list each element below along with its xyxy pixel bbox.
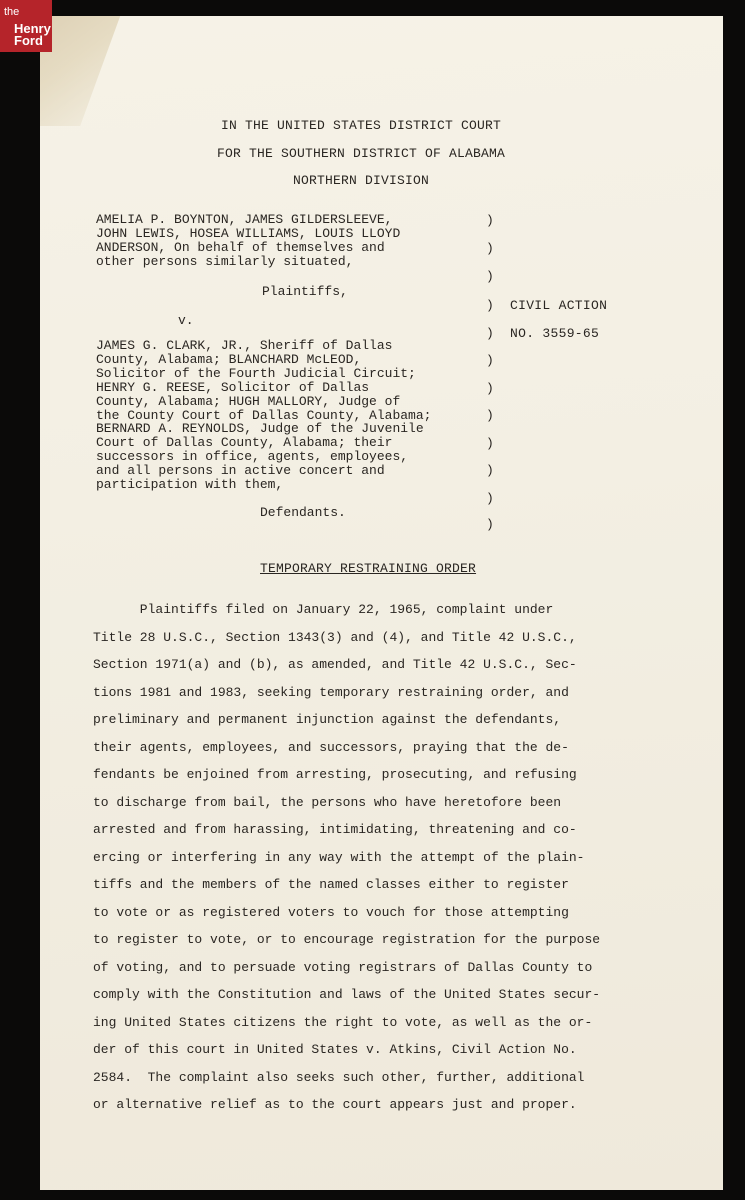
order-body-line: ercing or interfering in any way with the attempt of the plain- [93,849,585,865]
order-body-line: tiffs and the members of the named classes either to register [93,877,569,892]
order-body-line: 2584. The complaint also seeks such other, further, additional [93,1069,585,1085]
order-body-line: Plaintiffs filed on January 22, 1965, complaint under [93,602,554,617]
civil-action-number: NO. 3559-65 [510,326,600,341]
order-body-line: Section 1971(a) and (b), as amended, and Title 42 U.S.C., Sec- [93,657,577,672]
logo-ford: Ford [14,33,43,48]
logo-the: the [4,6,20,18]
caption-paren: ) [486,269,494,284]
versus-label: v. [178,313,194,328]
caption-paren: ) [486,298,494,313]
plaintiffs-names: AMELIA P. BOYNTON, JAMES GILDERSLEEVE, JOHN LEWIS, HOSEA WILLIAMS, LOUIS LLOYD ANDERSON, On behalf of themselves and other persons similarly situated, [96,212,401,269]
document-content [40,16,723,1190]
order-title: TEMPORARY RESTRAINING ORDER [260,561,477,576]
order-body-line: fendants be enjoined from arresting, prosecuting, and refusing [93,767,577,782]
order-body-line: tions 1981 and 1983, seeking temporary restraining order, and [93,684,569,700]
order-body-line: arrested and from harassing, intimidating, threatening and co- [93,822,577,837]
order-body-line: of voting, and to persuade voting registrars of Dallas County to [93,959,593,975]
civil-action-label: CIVIL ACTION [510,298,608,313]
logo-henry: Henry [14,21,51,36]
court-district: FOR THE SOUTHERN DISTRICT OF ALABAMA [216,146,506,161]
caption-paren: ) [486,353,494,368]
henry-ford-logo [0,0,52,52]
caption-paren: ) [486,381,494,396]
order-body-line: their agents, employees, and successors, praying that the de- [93,739,569,755]
order-body-line: to discharge from bail, the persons who have heretofore been [93,794,562,810]
plaintiffs-label: Plaintiffs, [262,284,348,299]
document-page [40,16,723,1190]
court-name: IN THE UNITED STATES DISTRICT COURT [220,118,502,133]
caption-paren: ) [486,436,494,451]
order-body-line: to register to vote, or to encourage registration for the purpose [93,932,601,947]
order-body-line: comply with the Constitution and laws of the United States secur- [93,987,601,1002]
court-division: NORTHERN DIVISION [292,173,430,188]
defendants-label: Defendants. [260,505,346,520]
defendants-names: JAMES G. CLARK, JR., Sheriff of Dallas County, Alabama; BLANCHARD McLEOD, Solicitor of the Fourth Judicial Circuit; HENRY G. REESE, Solicitor of Dallas County, Alabama; HUGH MALLORY, Judge of the County Court of Dallas County, Alabama; BERNARD A. REYNOLDS, Judge of the Juvenile Court of Dallas County, Alabama; their successors in office, agents, employees, and all persons in active concert and participation with them, [96,338,432,493]
caption-paren: ) [486,326,494,341]
caption-paren: ) [486,463,494,478]
caption-paren: ) [486,241,494,256]
caption-paren: ) [486,408,494,423]
caption-paren: ) [486,491,494,506]
order-body-line: der of this court in United States v. Atkins, Civil Action No. [93,1042,577,1057]
order-body [93,596,653,1119]
order-body-line: preliminary and permanent injunction against the defendants, [93,712,562,727]
order-body-line: ing United States citizens the right to vote, as well as the or- [93,1014,593,1030]
order-body-line: or alternative relief as to the court appears just and proper. [93,1097,577,1112]
order-body-line: to vote or as registered voters to vouch for those attempting [93,904,569,920]
caption-paren: ) [486,213,494,228]
caption-paren: ) [486,517,494,532]
order-body-line: Title 28 U.S.C., Section 1343(3) and (4), and Title 42 U.S.C., [93,629,577,645]
